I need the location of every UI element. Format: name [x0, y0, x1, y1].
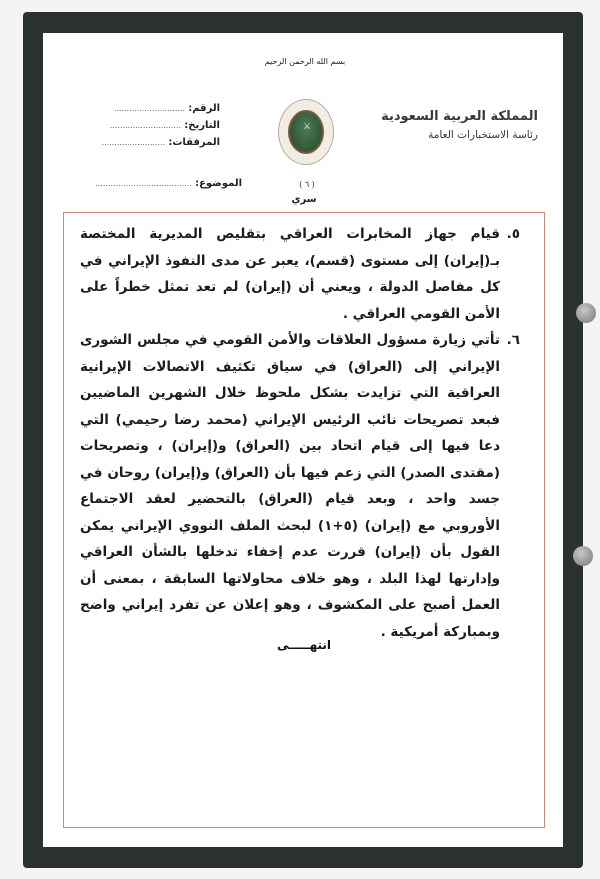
field-label: التاريخ: [184, 120, 220, 131]
subject-value: ...................................... [95, 179, 192, 188]
body-text [80, 221, 520, 645]
reference-fields [80, 100, 220, 151]
field-number [80, 100, 220, 117]
subject-label: الموضوع: [195, 178, 242, 189]
field-label: المرفقات: [168, 137, 220, 148]
paragraph-text: قيام جهاز المخابرات العراقي بتقليص المديرية المختصة بـ(إيران) إلى مستوى (قسم)، يعبر عن مدى النفوذ الإيراني في كل مفاصل الدولة ، ويعني أن (إيران) لم تعد تمثل خطراً على الأمن القومي العراقي . [80, 226, 500, 322]
paragraph-text: تأتي زيارة مسؤول العلاقات والأمن القومي في مجلس الشورى الإيراني إلى (العراق) في سياق تكثيف الاتصالات الإيرانية العراقية التي تزايدت بشكل ملحوظ خلال الشهرين الماضيين فبعد تصريحات نائب الرئيس الإيراني (محمد رضا رحيمي) التي دعا فيها إلى قيام اتحاد بين (العراق) و(إيران) ، وتصريحات (مقتدى الصدر) التي زعم فيها بأن (العراق) و(إيران) روحان في جسد واحد ، وبعد قيام (العراق) بالتحضير لعقد الاجتماع الأوروبي مع (إيران) (٥+١) لبحث الملف النووي الإيراني يمكن القول بأن (إيران) قررت عدم إخفاء تدخلها بالشأن العراقي وإدارتها لهذا البلد ، وهو خلاف محاولاتها السابقة ، بمعنى أن العمل أصبح على المكشوف ، وهو إعلان عن تفرد إيراني واضح وبمباركة أمريكية . [80, 332, 500, 640]
field-attachments [80, 134, 220, 151]
field-value: ............................ [109, 121, 182, 130]
subject-field [62, 178, 242, 189]
content-box [63, 212, 545, 828]
field-date [80, 117, 220, 134]
letterhead-organization [381, 108, 538, 144]
gip-emblem-icon [278, 99, 334, 165]
emblem-center [288, 110, 324, 154]
palm-swords-icon: ⚔ [303, 122, 312, 132]
closing-mark: انتهـــــى [276, 638, 332, 652]
classification-label: سري [291, 194, 317, 205]
org-department: رئاسة الاستخبارات العامة [428, 129, 538, 141]
paragraph-number: ٦. [506, 332, 520, 348]
basmala: بسم الله الرحمن الرحيم [264, 57, 346, 66]
org-name: المملكة العربية السعودية [381, 109, 538, 124]
binder-hole [576, 303, 596, 323]
binder-hole [573, 546, 593, 566]
field-label: الرقم: [188, 103, 220, 114]
field-value: ......................... [101, 138, 166, 147]
paragraph-5 [80, 221, 520, 327]
page-number: ( ٦ ) [299, 180, 315, 189]
field-value: ............................ [113, 104, 186, 113]
paragraph-6 [80, 327, 520, 645]
paragraph-number: ٥. [506, 226, 520, 242]
